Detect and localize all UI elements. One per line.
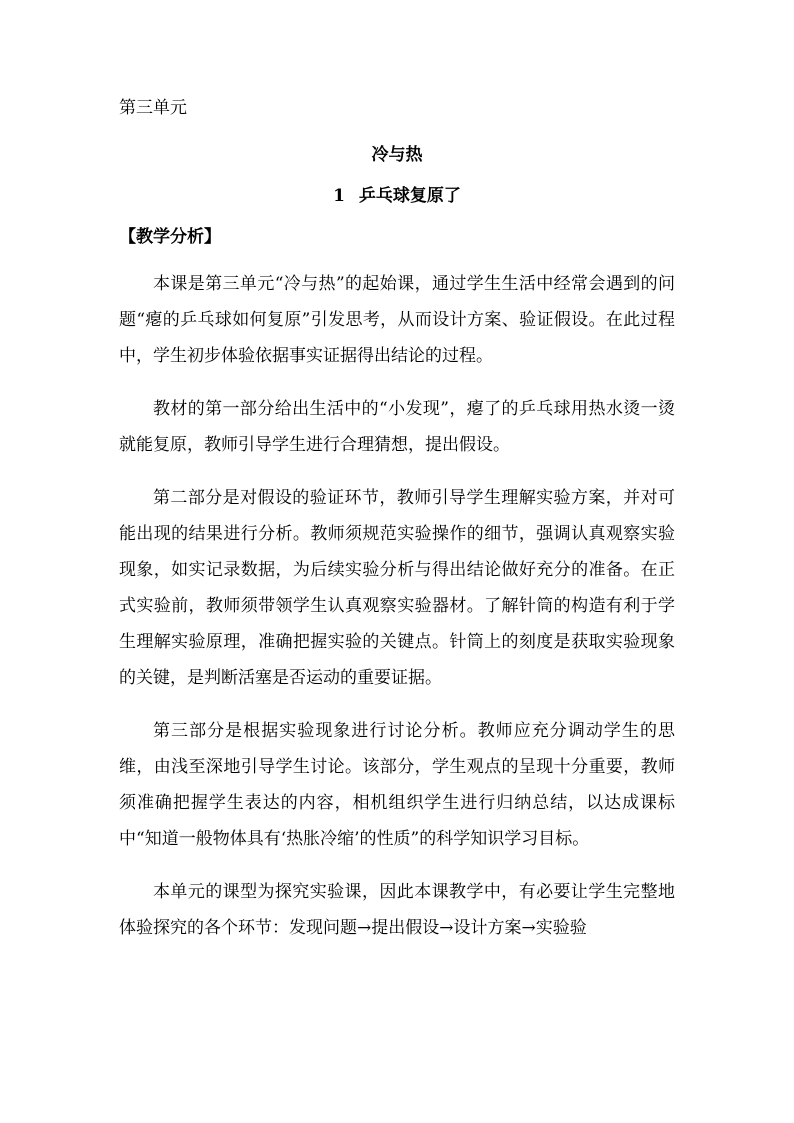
paragraph: 第三部分是根据实验现象进行讨论分析。教师应充分调动学生的思维，由浅至深地引导学生讨论。该部分，学生观点的呈现十分重要，教师须准确把握学生表达的内容，相机组织学生进行归纳总结，以达成课标中“知道一般物体具有‘热胀冷缩’的性质”的科学知识学习目标。 (119, 721, 675, 849)
lesson-title: 乒乓球复原了 (358, 186, 461, 206)
unit-title: 冷与热 (371, 145, 423, 165)
lesson-number: 1 (333, 186, 345, 206)
lesson-heading (119, 188, 675, 205)
unit-label: 第三单元 (119, 98, 187, 118)
paragraph: 第二部分是对假设的验证环节，教师引导学生理解实验方案，并对可能出现的结果进行分析。教师须规范实验操作的细节，强调认真观察实验现象，如实记录数据，为后续实验分析与得出结论做好充分的准备。在正式实验前，教师须带领学生认真观察实验器材。了解针筒的构造有利于学生理解实验原理，准确把握实验的关键点。针筒上的刻度是获取实验现象的关键，是判断活塞是否运动的重要证据。 (119, 488, 675, 688)
body-text (119, 266, 675, 946)
paragraph: 教材的第一部分给出生活中的“小发现”，瘪了的乒乓球用热水烫一烫就能复原，教师引导学生进行合理猜想，提出假设。 (119, 399, 675, 455)
paragraph: 本课是第三单元“冷与热”的起始课，通过学生生活中经常会遇到的问题“瘪的乒乓球如何复原”引发思考，从而设计方案、验证假设。在此过程中，学生初步体验依据事实证据得出结论的过程。 (119, 274, 675, 366)
paragraph: 本单元的课型为探究实验课，因此本课教学中，有必要让学生完整地体验探究的各个环节：发现问题→提出假设→设计方案→实验验 (119, 882, 675, 938)
section-heading: 【教学分析】 (119, 227, 221, 247)
